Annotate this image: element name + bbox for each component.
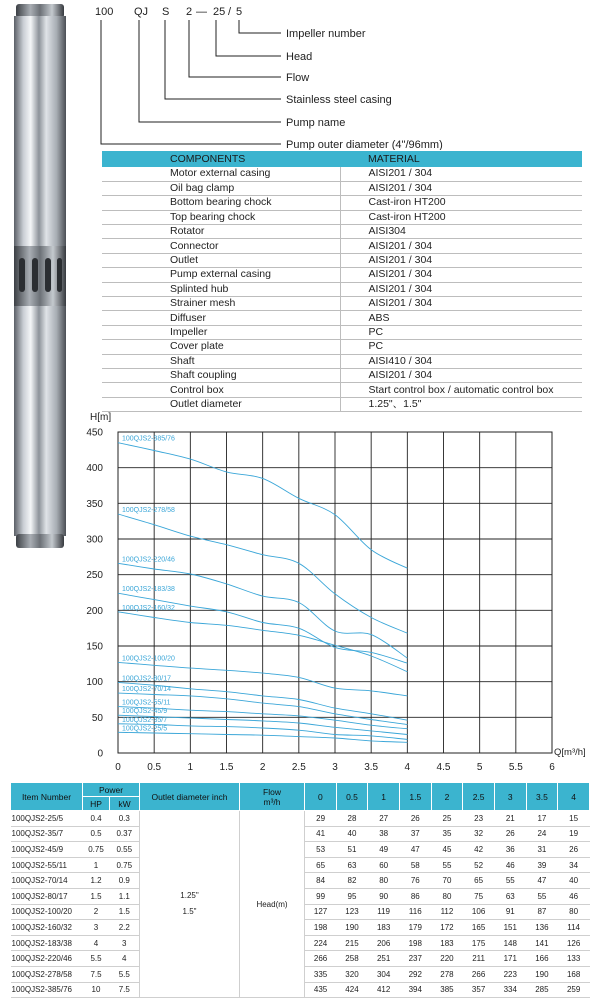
head-value-cell: 172 — [431, 920, 463, 936]
head-value-cell: 82 — [336, 873, 368, 889]
x-tick-label: 4 — [404, 762, 411, 770]
model-code-part: S — [162, 6, 170, 18]
head-value-cell: 65 — [463, 873, 495, 889]
pump-inlet-slot — [19, 258, 25, 292]
component-cell: Shaft — [102, 354, 340, 368]
material-cell: AISI201 / 304 — [340, 167, 582, 181]
head-value-cell: 320 — [336, 966, 368, 982]
table-row — [102, 340, 582, 354]
x-tick-label: 3 — [332, 762, 338, 770]
component-cell: Splinted hub — [102, 282, 340, 296]
series-label: 100QJS2-80/17 — [122, 675, 172, 683]
head-value-cell: 90 — [368, 888, 400, 904]
head-value-cell: 334 — [494, 982, 526, 998]
head-value-cell: 47 — [526, 873, 558, 889]
material-cell: AISI201 / 304 — [340, 368, 582, 382]
components-table — [102, 151, 582, 412]
head-value-cell: 215 — [336, 935, 368, 951]
item-number-cell: 100QJS2-55/11 — [11, 857, 83, 873]
component-cell: Motor external casing — [102, 167, 340, 181]
hp-header: HP — [83, 797, 110, 811]
head-value-cell: 58 — [399, 857, 431, 873]
item-number-cell: 100QJS2-385/76 — [11, 982, 83, 998]
head-value-cell: 179 — [399, 920, 431, 936]
y-tick-label: 150 — [86, 641, 103, 653]
model-code-leader-lines — [101, 20, 281, 144]
component-cell: Pump external casing — [102, 268, 340, 282]
outlet-diameter-cell — [140, 811, 240, 998]
head-value-cell: 80 — [431, 888, 463, 904]
flow-label: Flow — [263, 786, 281, 797]
outer-diameter-label: Pump outer diameter (4"/96mm) — [286, 139, 443, 150]
y-axis-label: H[m] — [90, 412, 112, 423]
head-value-cell: 133 — [558, 951, 590, 967]
head-value-cell: 34 — [558, 857, 590, 873]
x-tick-label: 6 — [549, 762, 555, 770]
head-value-cell: 17 — [526, 811, 558, 827]
head-value-cell: 278 — [431, 966, 463, 982]
x-tick-label: 5 — [476, 762, 483, 770]
x-axis-label: Q[m³/h] — [554, 747, 586, 758]
head-value-cell: 335 — [305, 966, 337, 982]
head-value-cell: 266 — [305, 951, 337, 967]
material-cell: PC — [340, 325, 582, 339]
pump-inlet-slot — [45, 258, 51, 292]
material-cell: AISI201 / 304 — [340, 181, 582, 195]
head-value-cell: 237 — [399, 951, 431, 967]
head-value-cell: 251 — [368, 951, 400, 967]
x-tick-label: 1.5 — [219, 762, 234, 770]
impeller-number-label: Impeller number — [286, 28, 366, 40]
head-value-cell: 19 — [558, 826, 590, 842]
flow-point-header: 3 — [494, 783, 526, 811]
head-value-cell: 47 — [399, 842, 431, 858]
component-cell: Outlet diameter — [102, 397, 340, 411]
components-header: COMPONENTS — [102, 151, 340, 167]
hp-cell: 1 — [83, 857, 110, 873]
head-value-cell: 38 — [368, 826, 400, 842]
head-label: Head — [286, 51, 313, 63]
outlet-diameter-header: Outlet diameter inch — [140, 783, 240, 811]
pump-name-label: Pump name — [286, 117, 346, 129]
x-tick-label: 5.5 — [508, 762, 523, 770]
head-value-cell: 206 — [368, 935, 400, 951]
table-row — [102, 196, 582, 210]
kw-cell: 7.5 — [110, 982, 140, 998]
item-number-cell: 100QJS2-183/38 — [11, 935, 83, 951]
kw-cell: 0.3 — [110, 811, 140, 827]
head-value-cell: 42 — [463, 842, 495, 858]
material-cell: AISI410 / 304 — [340, 354, 582, 368]
item-number-cell: 100QJS2-70/14 — [11, 873, 83, 889]
hp-cell: 10 — [83, 982, 110, 998]
flow-point-header: 0 — [305, 783, 337, 811]
head-value-cell: 24 — [526, 826, 558, 842]
head-value-cell: 70 — [431, 873, 463, 889]
table-row — [102, 181, 582, 195]
y-tick-label: 0 — [97, 748, 103, 760]
head-value-cell: 412 — [368, 982, 400, 998]
head-value-cell: 123 — [336, 904, 368, 920]
performance-table — [10, 782, 590, 998]
x-tick-label: 2.5 — [291, 762, 306, 770]
head-value-cell: 259 — [558, 982, 590, 998]
head-value-cell: 52 — [463, 857, 495, 873]
y-tick-label: 250 — [86, 570, 103, 582]
head-value-cell: 136 — [526, 920, 558, 936]
table-row — [102, 167, 582, 181]
y-tick-label: 300 — [86, 534, 103, 546]
flow-point-header: 4 — [558, 783, 590, 811]
head-value-cell: 148 — [494, 935, 526, 951]
head-value-cell: 394 — [399, 982, 431, 998]
material-cell: Start control box / automatic control box — [340, 383, 582, 397]
x-tick-label: 3.5 — [364, 762, 379, 770]
head-value-cell: 27 — [368, 811, 400, 827]
component-cell: Top bearing chock — [102, 210, 340, 224]
y-tick-label: 350 — [86, 498, 103, 510]
table-row — [102, 311, 582, 325]
model-code-part: — — [196, 6, 207, 18]
material-cell: PC — [340, 340, 582, 354]
series-label: 100QJS2-25/5 — [122, 725, 168, 733]
head-value-cell: 424 — [336, 982, 368, 998]
table-row — [102, 368, 582, 382]
head-value-cell: 119 — [368, 904, 400, 920]
head-value-cell: 23 — [463, 811, 495, 827]
series-label: 100QJS2-385/76 — [122, 435, 175, 443]
head-value-cell: 87 — [526, 904, 558, 920]
kw-cell: 0.55 — [110, 842, 140, 858]
head-value-cell: 28 — [336, 811, 368, 827]
item-number-cell: 100QJS2-220/46 — [11, 951, 83, 967]
kw-cell: 0.9 — [110, 873, 140, 889]
head-value-cell: 190 — [526, 966, 558, 982]
head-value-cell: 224 — [305, 935, 337, 951]
kw-cell: 0.75 — [110, 857, 140, 873]
table-row — [102, 210, 582, 224]
component-cell: Shaft coupling — [102, 368, 340, 382]
casing-label: Stainless steel casing — [286, 94, 392, 106]
head-value-cell: 198 — [305, 920, 337, 936]
head-value-cell: 258 — [336, 951, 368, 967]
head-value-cell: 26 — [399, 811, 431, 827]
head-value-cell: 183 — [368, 920, 400, 936]
head-value-cell: 99 — [305, 888, 337, 904]
head-value-cell: 46 — [494, 857, 526, 873]
flow-label: Flow — [286, 72, 310, 84]
flow-point-header: 1.5 — [399, 783, 431, 811]
head-value-cell: 46 — [558, 888, 590, 904]
head-value-cell: 220 — [431, 951, 463, 967]
kw-cell: 2.2 — [110, 920, 140, 936]
head-label-cell: Head(m) — [240, 811, 305, 998]
head-value-cell: 166 — [526, 951, 558, 967]
head-value-cell: 60 — [368, 857, 400, 873]
head-value-cell: 41 — [305, 826, 337, 842]
material-cell: 1.25"、1.5" — [340, 397, 582, 411]
head-value-cell: 304 — [368, 966, 400, 982]
head-value-cell: 55 — [494, 873, 526, 889]
y-tick-label: 100 — [86, 677, 103, 689]
material-cell: AISI201 / 304 — [340, 253, 582, 267]
performance-curve-chart — [0, 408, 600, 770]
head-value-cell: 86 — [399, 888, 431, 904]
component-cell: Oil bag clamp — [102, 181, 340, 195]
model-code-legend — [0, 0, 600, 150]
component-cell: Control box — [102, 383, 340, 397]
head-value-cell: 35 — [431, 826, 463, 842]
outlet-diameter-value: 1.25" — [180, 891, 199, 901]
item-number-cell: 100QJS2-35/7 — [11, 826, 83, 842]
component-cell: Impeller — [102, 325, 340, 339]
flow-unit: m³/h — [263, 796, 281, 807]
x-tick-label: 0.5 — [147, 762, 162, 770]
head-value-cell: 80 — [368, 873, 400, 889]
material-cell: AISI201 / 304 — [340, 268, 582, 282]
series-label: 100QJS2-183/38 — [122, 586, 175, 594]
x-tick-label: 1 — [187, 762, 194, 770]
head-value-cell: 80 — [558, 904, 590, 920]
hp-cell: 0.5 — [83, 826, 110, 842]
head-value-cell: 127 — [305, 904, 337, 920]
item-number-cell: 100QJS2-80/17 — [11, 888, 83, 904]
component-cell: Bottom bearing chock — [102, 196, 340, 210]
table-row — [102, 282, 582, 296]
head-value-cell: 95 — [336, 888, 368, 904]
y-tick-label: 200 — [86, 605, 103, 617]
hp-cell: 7.5 — [83, 966, 110, 982]
head-value-cell: 40 — [336, 826, 368, 842]
material-cell: ABS — [340, 311, 582, 325]
head-value-cell: 266 — [463, 966, 495, 982]
head-value-cell: 223 — [494, 966, 526, 982]
head-value-cell: 198 — [399, 935, 431, 951]
head-value-cell: 15 — [558, 811, 590, 827]
head-value-cell: 357 — [463, 982, 495, 998]
head-value-cell: 21 — [494, 811, 526, 827]
table-row — [102, 253, 582, 267]
material-cell: Cast-iron HT200 — [340, 196, 582, 210]
flow-point-header: 3.5 — [526, 783, 558, 811]
table-row — [102, 297, 582, 311]
head-value-cell: 63 — [494, 888, 526, 904]
kw-cell: 5.5 — [110, 966, 140, 982]
item-number-cell: 100QJS2-278/58 — [11, 966, 83, 982]
head-value-cell: 175 — [463, 935, 495, 951]
item-number-header: Item Number — [11, 783, 83, 811]
head-value-cell: 26 — [494, 826, 526, 842]
head-value-cell: 292 — [399, 966, 431, 982]
head-value-cell: 29 — [305, 811, 337, 827]
head-value-cell: 45 — [431, 842, 463, 858]
y-tick-label: 400 — [86, 463, 103, 475]
series-label: 100QJS2-278/58 — [122, 507, 175, 515]
head-value-cell: 53 — [305, 842, 337, 858]
head-value-cell: 31 — [526, 842, 558, 858]
kw-cell: 4 — [110, 951, 140, 967]
hp-cell: 1.5 — [83, 888, 110, 904]
head-value-cell: 49 — [368, 842, 400, 858]
hp-cell: 3 — [83, 920, 110, 936]
model-code-part: 5 — [236, 6, 243, 18]
component-cell: Outlet — [102, 253, 340, 267]
material-cell: AISI201 / 304 — [340, 297, 582, 311]
component-cell: Cover plate — [102, 340, 340, 354]
x-tick-label: 4.5 — [436, 762, 451, 770]
head-value-cell: 435 — [305, 982, 337, 998]
series-label: 100QJS2-55/11 — [122, 699, 171, 707]
material-cell: AISI201 / 304 — [340, 239, 582, 253]
table-row — [102, 325, 582, 339]
model-code-part: 25 — [213, 6, 226, 18]
head-value-cell: 114 — [558, 920, 590, 936]
component-cell: Diffuser — [102, 311, 340, 325]
flow-point-header: 0.5 — [336, 783, 368, 811]
hp-cell: 1.2 — [83, 873, 110, 889]
head-value-cell: 112 — [431, 904, 463, 920]
head-value-cell: 55 — [526, 888, 558, 904]
head-value-cell: 51 — [336, 842, 368, 858]
head-value-cell: 385 — [431, 982, 463, 998]
kw-cell: 1.1 — [110, 888, 140, 904]
y-tick-label: 450 — [86, 427, 103, 439]
series-label: 100QJS2-100/20 — [122, 655, 175, 663]
y-tick-label: 50 — [91, 712, 103, 724]
head-value-cell: 63 — [336, 857, 368, 873]
kw-cell: 0.37 — [110, 826, 140, 842]
components-header-row — [102, 151, 582, 167]
hp-cell: 5.5 — [83, 951, 110, 967]
head-value-cell: 91 — [494, 904, 526, 920]
item-number-cell: 100QJS2-100/20 — [11, 904, 83, 920]
head-value-cell: 39 — [526, 857, 558, 873]
material-cell: AISI201 / 304 — [340, 282, 582, 296]
series-label: 100QJS2-70/14 — [122, 686, 172, 694]
head-value-cell: 165 — [463, 920, 495, 936]
item-number-cell: 100QJS2-45/9 — [11, 842, 83, 858]
x-tick-label: 2 — [259, 762, 266, 770]
table-row — [102, 383, 582, 397]
material-cell: AISI304 — [340, 225, 582, 239]
flow-header — [240, 783, 305, 811]
head-value-cell: 106 — [463, 904, 495, 920]
series-label: 100QJS2-45/9 — [122, 708, 168, 716]
model-code-part: 100 — [95, 6, 114, 18]
hp-cell: 4 — [83, 935, 110, 951]
head-value-cell: 141 — [526, 935, 558, 951]
material-header: MATERIAL — [340, 151, 582, 167]
model-code-part: / — [228, 6, 232, 18]
head-value-cell: 211 — [463, 951, 495, 967]
table-row — [102, 239, 582, 253]
head-value-cell: 37 — [399, 826, 431, 842]
component-cell: Connector — [102, 239, 340, 253]
x-tick-label: 0 — [115, 762, 121, 770]
item-number-cell: 100QJS2-160/32 — [11, 920, 83, 936]
head-value-cell: 76 — [399, 873, 431, 889]
head-value-cell: 190 — [336, 920, 368, 936]
pump-inlet-slot — [32, 258, 38, 292]
flow-point-header: 2.5 — [463, 783, 495, 811]
table-row — [102, 354, 582, 368]
kw-cell: 3 — [110, 935, 140, 951]
hp-cell: 2 — [83, 904, 110, 920]
series-label: 100QJS2-220/46 — [122, 556, 175, 564]
head-value-cell: 151 — [494, 920, 526, 936]
head-value-cell: 126 — [558, 935, 590, 951]
head-value-cell: 171 — [494, 951, 526, 967]
material-cell: Cast-iron HT200 — [340, 210, 582, 224]
head-value-cell: 84 — [305, 873, 337, 889]
head-value-cell: 36 — [494, 842, 526, 858]
table-row — [102, 268, 582, 282]
kw-cell: 1.5 — [110, 904, 140, 920]
head-value-cell: 55 — [431, 857, 463, 873]
head-value-cell: 183 — [431, 935, 463, 951]
component-cell: Strainer mesh — [102, 297, 340, 311]
head-value-cell: 25 — [431, 811, 463, 827]
pump-inlet-slot — [57, 258, 62, 292]
item-number-cell: 100QJS2-25/5 — [11, 811, 83, 827]
model-code-part: 2 — [186, 6, 193, 18]
power-header: Power — [83, 783, 140, 797]
head-value-cell: 285 — [526, 982, 558, 998]
component-cell: Rotator — [102, 225, 340, 239]
series-label: 100QJS2-35/7 — [122, 716, 168, 724]
outlet-diameter-value: 1.5" — [182, 907, 197, 917]
head-value-cell: 26 — [558, 842, 590, 858]
performance-header-row — [11, 783, 590, 797]
series-label: 100QJS2-160/32 — [122, 604, 175, 612]
head-value-cell: 65 — [305, 857, 337, 873]
hp-cell: 0.75 — [83, 842, 110, 858]
table-row — [102, 225, 582, 239]
kw-header: kW — [110, 797, 140, 811]
flow-point-header: 2 — [431, 783, 463, 811]
flow-point-header: 1 — [368, 783, 400, 811]
hp-cell: 0.4 — [83, 811, 110, 827]
head-value-cell: 168 — [558, 966, 590, 982]
head-value-cell: 116 — [399, 904, 431, 920]
model-code-part: QJ — [134, 6, 149, 18]
head-value-cell: 75 — [463, 888, 495, 904]
head-value-cell: 40 — [558, 873, 590, 889]
head-value-cell: 32 — [463, 826, 495, 842]
table-row — [11, 811, 590, 827]
